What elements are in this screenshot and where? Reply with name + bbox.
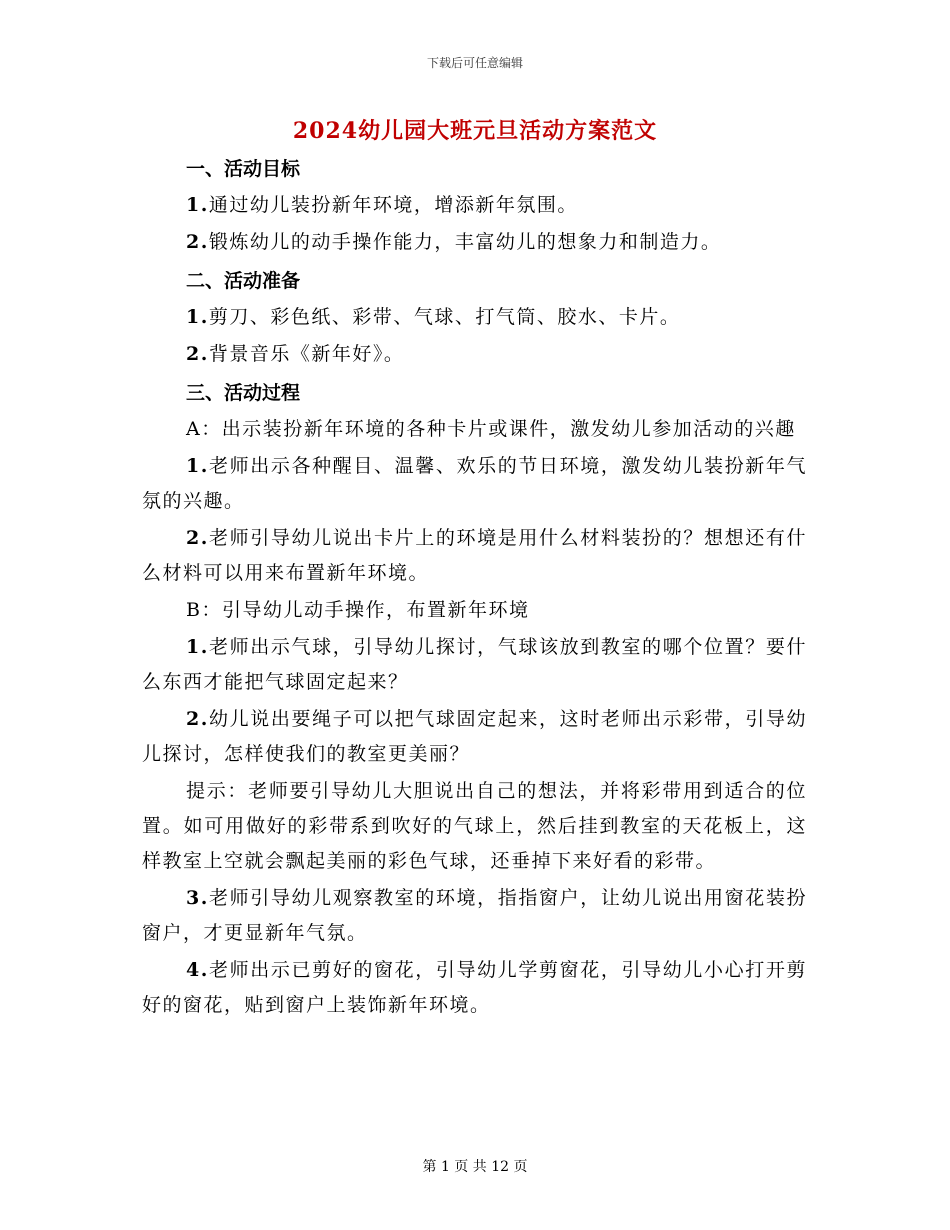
- item-number: 2.: [186, 343, 209, 365]
- process-step-a: A：出示装扮新年环境的各种卡片或课件，激发幼儿参加活动的兴趣: [186, 418, 796, 440]
- document-title: 2024幼儿园大班元旦活动方案范文: [292, 118, 658, 144]
- section-heading-prep: 二、活动准备: [186, 270, 301, 292]
- prep-item: [142, 300, 807, 335]
- goal-item: [142, 225, 807, 260]
- item-text: 锻炼幼儿的动手操作能力，丰富幼儿的想象力和制造力。: [208, 231, 722, 253]
- item-number: 2.: [186, 527, 209, 549]
- item-text: 老师出示已剪好的窗花，引导幼儿学剪窗花，引导幼儿小心打开剪好的窗花，贴到窗户上装饰新年环境。: [142, 959, 807, 1016]
- item-text: 老师引导幼儿说出卡片上的环境是用什么材料装扮的？想想还有什么材料可以用来布置新年环境。: [142, 527, 807, 584]
- item-number: 3.: [186, 887, 209, 909]
- document-body: [142, 150, 807, 1025]
- item-number: 1.: [186, 636, 209, 658]
- section-heading-process: 三、活动过程: [186, 382, 301, 404]
- process-item: [142, 521, 807, 591]
- section-heading-goals: 一、活动目标: [186, 158, 301, 180]
- item-text: 幼儿说出要绳子可以把气球固定起来，这时老师出示彩带，引导幼儿探讨，怎样使我们的教室更美丽？: [142, 708, 807, 765]
- item-text: 背景音乐《新年好》。: [208, 343, 405, 365]
- item-number: 2.: [186, 708, 209, 730]
- item-number: 1.: [186, 306, 209, 328]
- process-item: [142, 630, 807, 700]
- process-step-b: B：引导幼儿动手操作，布置新年环境: [186, 599, 530, 621]
- goal-item: [142, 188, 807, 223]
- process-item: [142, 881, 807, 951]
- item-number: 1.: [186, 455, 209, 477]
- item-number: 1.: [186, 194, 209, 216]
- prep-item: [142, 337, 807, 372]
- item-text: 通过幼儿装扮新年环境，增添新年氛围。: [208, 194, 578, 216]
- process-item: [142, 702, 807, 772]
- page-footer: 第 1 页 共 12 页: [422, 1159, 528, 1175]
- process-item: [142, 953, 807, 1023]
- page-header: 下载后可任意编辑: [426, 56, 523, 70]
- item-text: 老师出示各种醒目、温馨、欢乐的节日环境，激发幼儿装扮新年气氛的兴趣。: [142, 455, 807, 512]
- process-tip: 提示：老师要引导幼儿大胆说出自己的想法，并将彩带用到适合的位置。如可用做好的彩带系到吹好的气球上，然后挂到教室的天花板上，这样教室上空就会飘起美丽的彩色气球，还垂掉下来好看的彩带。: [142, 780, 807, 872]
- item-text: 老师出示气球，引导幼儿探讨，气球该放到教室的哪个位置？要什么东西才能把气球固定起来？: [142, 636, 807, 693]
- item-text: 剪刀、彩色纸、彩带、气球、打气筒、胶水、卡片。: [208, 306, 681, 328]
- item-number: 4.: [186, 959, 209, 981]
- item-text: 老师引导幼儿观察教室的环境，指指窗户，让幼儿说出用窗花装扮窗户，才更显新年气氛。: [142, 887, 807, 944]
- item-number: 2.: [186, 231, 209, 253]
- process-item: [142, 449, 807, 519]
